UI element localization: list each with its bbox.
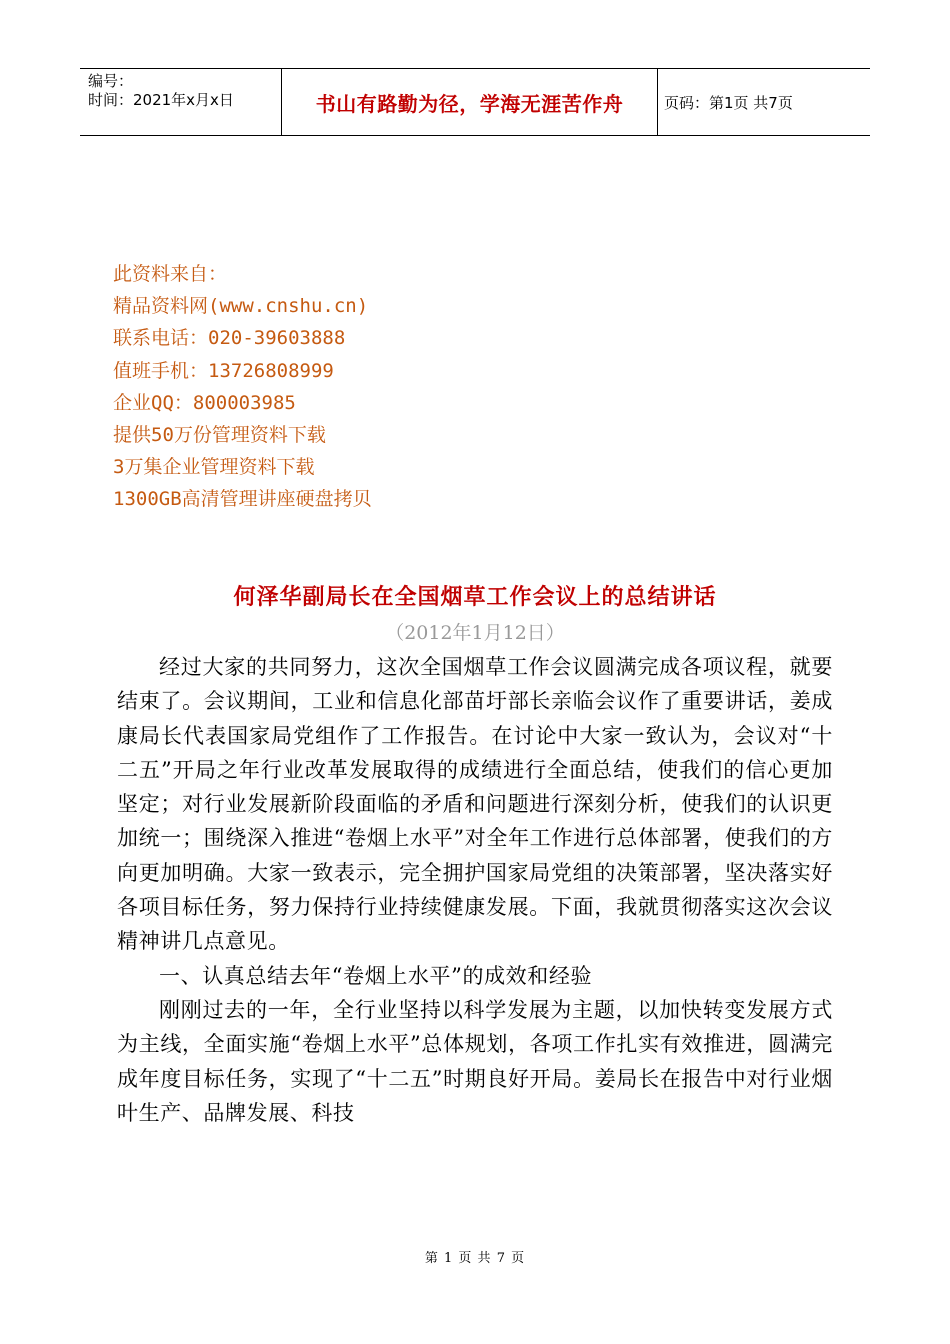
- source-info-line: 1300GB高清管理讲座硬盘拷贝: [113, 488, 372, 511]
- source-info-line: 值班手机：13726808999: [113, 359, 334, 382]
- source-info-line: 精品资料网(www.cnshu.cn): [113, 295, 369, 318]
- source-info-line: 联系电话：020-39603888: [113, 327, 346, 350]
- document-date: （2012年1月12日）: [385, 622, 565, 644]
- source-info-line: 3万集企业管理资料下载: [113, 456, 315, 479]
- source-info-line: 此资料来自：: [113, 263, 228, 285]
- source-info-line: 企业QQ：800003985: [113, 391, 296, 414]
- document-title: 何泽华副局长在全国烟草工作会议上的总结讲话: [233, 584, 717, 610]
- header-motto: 书山有路勤为径，学海无涯苦作舟: [282, 69, 658, 135]
- document-body: [117, 650, 833, 1130]
- source-info-line: 提供50万份管理资料下载: [113, 424, 326, 447]
- document-time-label: 时间：2021年x月x日: [88, 91, 234, 109]
- header-meta-cell: [80, 69, 282, 135]
- section-heading: 一、认真总结去年“卷烟上水平”的成效和经验: [159, 963, 593, 988]
- body-paragraph: 经过大家的共同努力，这次全国烟草工作会议圆满完成各项议程，就要结束了。会议期间，工业和信息化部苗圩部长亲临会议作了重要讲话，姜成康局长代表国家局党组作了工作报告。在讨论中大家一致认为，会议对“十二五”开局之年行业改革发展取得的成绩进行全面总结，使我们的信心更加坚定；对行业发展新阶段面临的矛盾和问题进行深刻分析，使我们的认识更加统一；围绕深入推进“卷烟上水平”对全年工作进行总体部署，使我们的方向更加明确。大家一致表示，完全拥护国家局党组的决策部署，坚决落实好各项目标任务，努力保持行业持续健康发展。下面，我就贯彻落实这次会议精神讲几点意见。: [117, 655, 833, 954]
- body-paragraph: 刚刚过去的一年，全行业坚持以科学发展为主题，以加快转变发展方式为主线，全面实施“卷烟上水平”总体规划，各项工作扎实有效推进，圆满完成年度目标任务，实现了“十二五”时期良好开局。姜局长在报告中对行业烟叶生产、品牌发展、科技: [117, 997, 833, 1125]
- header-page-number: 页码：第1页 共7页: [664, 93, 793, 112]
- page-footer: 第 1 页 共 7 页: [424, 1251, 526, 1266]
- page-header: [80, 68, 870, 136]
- source-info-block: [113, 258, 372, 516]
- document-number-label: 编号：: [88, 72, 134, 90]
